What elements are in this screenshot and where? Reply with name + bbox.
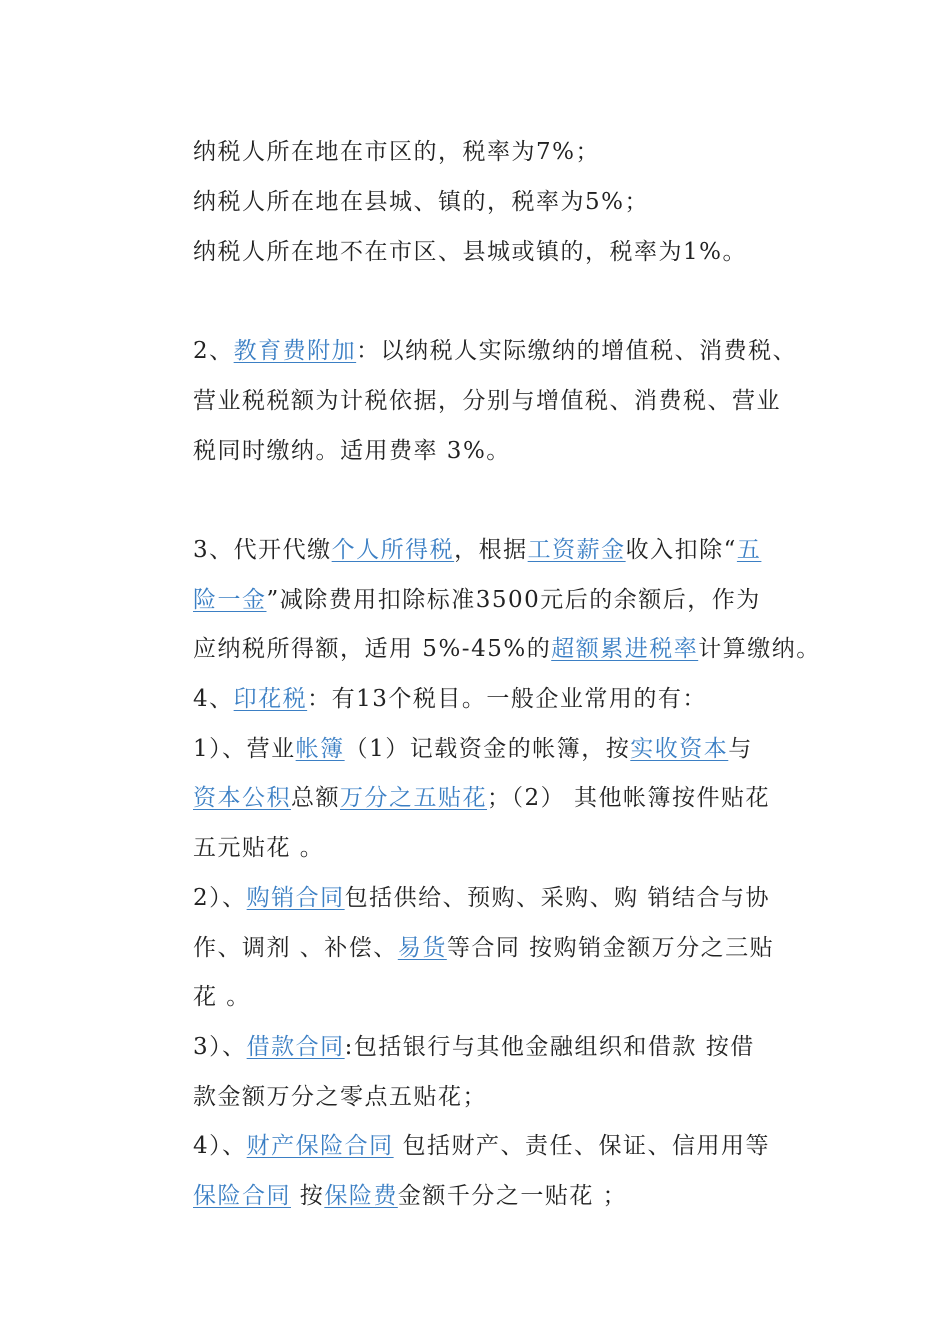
text-line (193, 1032, 813, 1062)
text-line (193, 1131, 813, 1161)
text: 纳税人所在地在市区的，税率为7%； (193, 139, 600, 165)
text-line (193, 734, 813, 764)
link-progressive-tax-rate[interactable]: 超额累进税率 (551, 636, 699, 662)
link-five-insurances-part2[interactable]: 险一金 (193, 587, 267, 613)
link-capital-reserve[interactable]: 资本公积 (193, 785, 291, 811)
text: （1）记载资金的帐簿，按 (344, 736, 631, 762)
text: 纳税人所在地在县城、镇的，税率为5%； (193, 189, 649, 215)
text-line (193, 336, 813, 366)
text: 等合同 按购销金额万分之三贴 (446, 935, 775, 961)
text: 金额千分之一贴花 ； (397, 1183, 628, 1209)
text: 包括供给、预购、采购、购 销结合与协 (344, 885, 770, 911)
text-line (193, 137, 813, 167)
link-property-insurance-contract[interactable]: 财产保险合同 (246, 1133, 394, 1159)
text: 2）、 (193, 885, 247, 911)
text: ；（2） 其他帐簿按件贴花 (487, 785, 770, 811)
text: 4、 (193, 686, 234, 712)
text-line (193, 436, 813, 466)
text: 2、 (193, 338, 234, 364)
text: 3）、 (193, 1034, 247, 1060)
link-account-books[interactable]: 帐簿 (295, 736, 345, 762)
text: ”减除费用扣除标准3500元后的余额后，作为 (266, 587, 761, 613)
link-personal-income-tax[interactable]: 个人所得税 (331, 537, 455, 563)
link-loan-contract[interactable]: 借款合同 (246, 1034, 345, 1060)
text-line (193, 634, 821, 664)
text: 五元贴花 。 (193, 835, 325, 861)
text: 计算缴纳。 (698, 636, 821, 662)
text-line (193, 883, 813, 913)
text: 花 。 (193, 984, 251, 1010)
text: 税同时缴纳。适用费率 3%。 (193, 438, 511, 464)
text-line (193, 684, 813, 714)
text: 1）、营业 (193, 736, 296, 762)
text: :包括银行与其他金融组织和借款 按借 (344, 1034, 755, 1060)
text-line (193, 1082, 813, 1112)
text-line (193, 187, 813, 217)
text: ，根据 (454, 537, 528, 563)
text-line (193, 982, 813, 1012)
text: ：以纳税人实际缴纳的增值税、消费税、 (356, 338, 798, 364)
text: ：有13个税目。一般企业常用的有： (307, 686, 707, 712)
text-line (193, 237, 813, 267)
link-purchase-sales-contract[interactable]: 购销合同 (246, 885, 345, 911)
text-line (193, 535, 813, 565)
text: 包括财产、责任、保证、信用用等 (393, 1133, 770, 1159)
text-line (193, 1181, 813, 1211)
link-five-insurances-part1[interactable]: 五 (736, 537, 762, 563)
link-five-ten-thousandths[interactable]: 万分之五贴花 (340, 785, 487, 811)
link-paid-in-capital[interactable]: 实收资本 (630, 736, 729, 762)
text: 纳税人所在地不在市区、县城或镇的，税率为1%。 (193, 239, 747, 265)
text: 营业税税额为计税依据，分别与增值税、消费税、营业 (193, 388, 781, 414)
link-insurance-premium[interactable]: 保险费 (324, 1183, 398, 1209)
link-wages-salaries[interactable]: 工资薪金 (527, 537, 626, 563)
text: 应纳税所得额，适用 5%-45%的 (193, 636, 552, 662)
text: 4）、 (193, 1133, 247, 1159)
text-line (193, 833, 813, 863)
text-line (193, 933, 813, 963)
text-line (193, 386, 813, 416)
text: 与 (728, 736, 753, 762)
text-line (193, 585, 813, 615)
text: 按 (291, 1183, 325, 1209)
link-education-surcharge[interactable]: 教育费附加 (233, 338, 357, 364)
text-line (193, 783, 813, 813)
text: 3、代开代缴 (193, 537, 332, 563)
text: 作、调剂 、补偿、 (193, 935, 398, 961)
link-stamp-tax[interactable]: 印花税 (233, 686, 308, 712)
link-insurance-contract[interactable]: 保险合同 (193, 1183, 291, 1209)
link-barter[interactable]: 易货 (397, 935, 447, 961)
text: 收入扣除“ (625, 537, 737, 563)
text: 总额 (291, 785, 340, 811)
text: 款金额万分之零点五贴花； (193, 1084, 487, 1110)
